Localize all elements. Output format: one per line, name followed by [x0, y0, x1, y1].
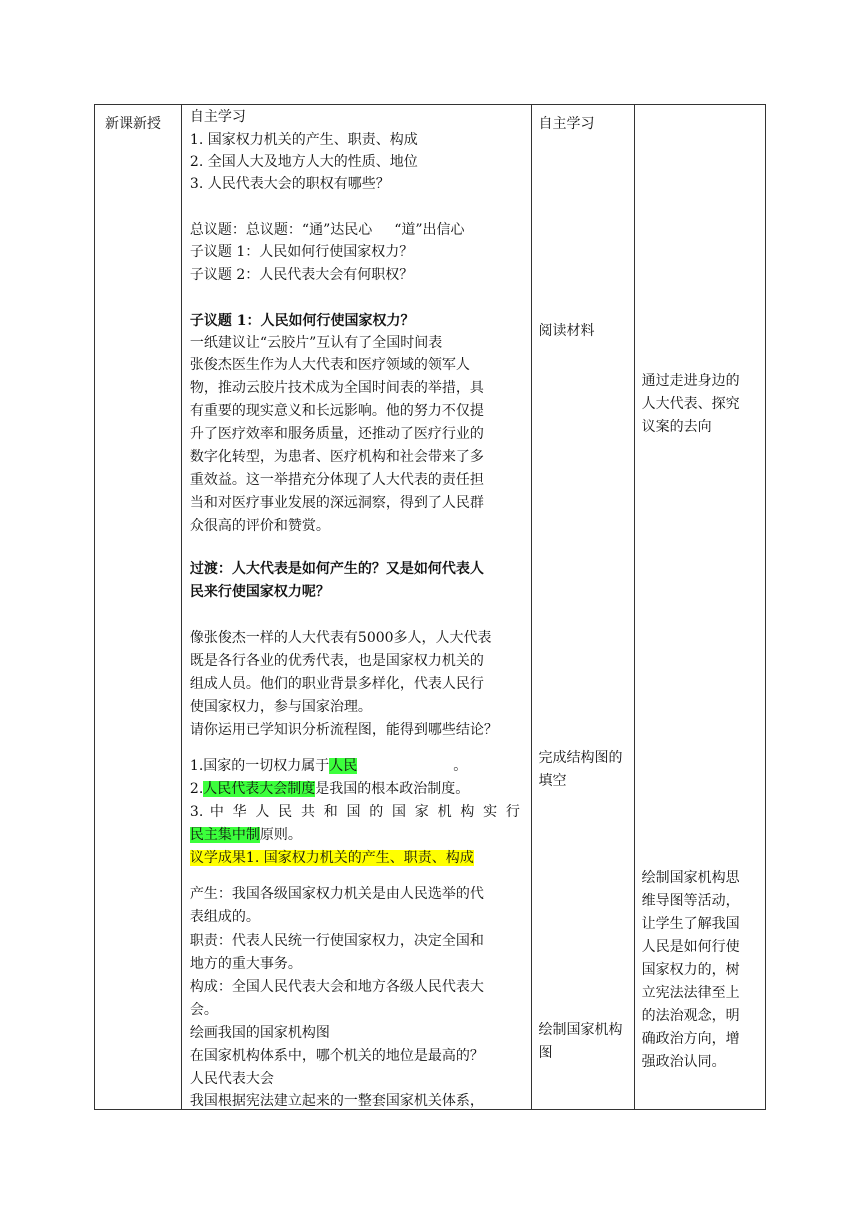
conclusion-1: 1.国家的一切权力属于人民 。 [189, 758, 468, 774]
story-line: 数字化转型，为患者、医疗机构和社会带来了多 [189, 449, 484, 465]
conclusion-3: 3. 中 华 人 民 共 和 国 的 国 家 机 构 实 行 [189, 804, 520, 820]
detail-line: 构成：全国人民代表大会和地方各级人民代表大 [189, 979, 484, 995]
story-line: 重效益。这一举措充分体现了人大代表的责任担 [189, 472, 484, 488]
story-line: 张俊杰医生作为人大代表和医疗领域的领军人 [189, 357, 470, 373]
main-topic: 总议题：总议题：“通”达民心 “道”出信心 [189, 222, 465, 238]
detail-line: 在国家机构体系中，哪个机关的地位是最高的？ [189, 1048, 484, 1064]
intent-line: 人大代表、探究 [641, 396, 740, 412]
intent-line: 国家权力的，树 [641, 962, 740, 978]
answer-principle: 民主集中制 [189, 827, 260, 843]
intent-line: 通过走进身边的 [641, 373, 740, 389]
detail-line: 人民代表大会 [189, 1071, 274, 1087]
activity-label: 绘制国家机构 [538, 1022, 623, 1038]
stage-column [95, 105, 182, 1110]
sub-topic: 子议题 1：人民如何行使国家权力？ [189, 244, 414, 260]
intent-line: 绘制国家机构思 [641, 870, 740, 886]
deputy-line: 像张俊杰一样的人大代表有5000多人，人大代表 [189, 630, 492, 646]
intent-line: 的法治观念，明 [641, 1008, 740, 1024]
activity-label: 填空 [538, 773, 567, 789]
intro-item: 2. 全国人大及地方人大的性质、地位 [189, 154, 418, 170]
activity-column [531, 105, 634, 1110]
activity-label: 自主学习 [538, 116, 595, 132]
detail-line: 职责：代表人民统一行使国家权力，决定全国和 [189, 933, 484, 949]
conclusion-2: 2.人民代表大会制度是我国的根本政治制度。 [189, 781, 470, 797]
answer-people: 人民 [329, 758, 358, 774]
story-line: 当和对医疗事业发展的深远洞察，得到了人民群 [189, 495, 484, 511]
activity-label: 完成结构图的 [538, 750, 623, 766]
detail-line: 我国根据宪法建立起来的一整套国家机关体系， [189, 1093, 484, 1109]
deputy-line: 组成人员。他们的职业背景多样化，代表人民行 [189, 676, 484, 692]
sub-topic-heading: 子议题 1：人民如何行使国家权力？ [189, 313, 415, 329]
intent-column [634, 105, 765, 1110]
intent-line: 维导图等活动， [641, 893, 740, 909]
intent-line: 议案的去向 [641, 419, 712, 435]
detail-line: 地方的重大事务。 [189, 956, 302, 972]
detail-line: 产生：我国各级国家权力机关是由人民选举的代 [189, 886, 484, 902]
detail-line: 表组成的。 [189, 909, 260, 925]
deputy-line: 使国家权力，参与国家治理。 [189, 699, 372, 715]
lesson-plan-table [94, 104, 766, 1110]
answer-system: 人民代表大会制度 [203, 781, 316, 797]
activity-label: 图 [538, 1045, 553, 1061]
transition-line: 过渡：人大代表是如何产生的？又是如何代表人 [189, 561, 484, 577]
activity-label: 阅读材料 [538, 323, 595, 339]
intro-title: 自主学习 [189, 109, 246, 125]
story-title: 一纸建议让“云胶片”互认有了全国时间表 [189, 335, 443, 351]
content-column [181, 105, 531, 1110]
intro-item: 1. 国家权力机关的产生、职责、构成 [189, 132, 418, 148]
intent-line: 人民是如何行使 [641, 939, 740, 955]
learning-result: 议学成果1. 国家权力机关的产生、职责、构成 [189, 850, 474, 866]
story-line: 物，推动云胶片技术成为全国时间表的举措，具 [189, 380, 484, 396]
story-line: 有重要的现实意义和长远影响。他的努力不仅提 [189, 403, 484, 419]
story-line: 众很高的评价和赞赏。 [189, 518, 330, 534]
detail-line: 绘画我国的国家机构图 [189, 1025, 330, 1041]
story-line: 升了医疗效率和服务质量，还推动了医疗行业的 [189, 426, 484, 442]
stage-label: 新课新授 [105, 116, 161, 132]
intent-line: 强政治认同。 [641, 1054, 726, 1070]
intent-line: 立宪法法律至上 [641, 985, 740, 1001]
conclusion-3-cont: 民主集中制原则。 [189, 827, 302, 843]
transition-line: 民来行使国家权力呢？ [189, 584, 330, 600]
sub-topic: 子议题 2：人民代表大会有何职权？ [189, 267, 414, 283]
intent-line: 确政治方向，增 [641, 1031, 740, 1047]
analysis-question: 请你运用已学知识分析流程图，能得到哪些结论？ [189, 722, 498, 738]
detail-line: 会。 [189, 1002, 218, 1018]
intro-item: 3. 人民代表大会的职权有哪些？ [189, 176, 390, 192]
deputy-line: 既是各行各业的优秀代表，也是国家权力机关的 [189, 653, 484, 669]
intent-line: 让学生了解我国 [641, 916, 740, 932]
